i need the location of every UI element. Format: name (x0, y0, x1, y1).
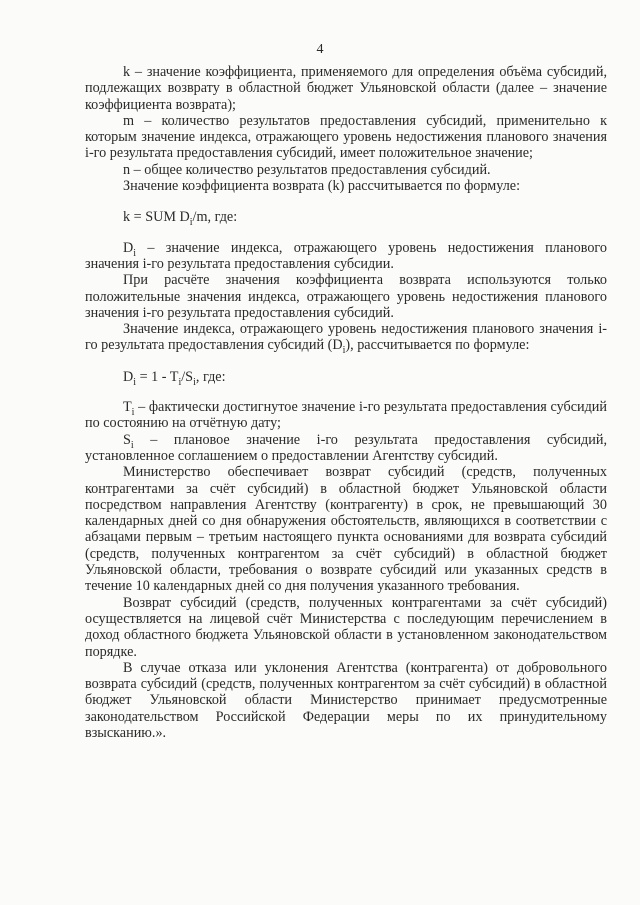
paragraph-return-account: Возврат субсидий (средств, полученных контрагентами за счёт субсидий) осуществляется на лицевой счёт Министерства с последующим перечислением в доход областного бюджета Ульяновской области в установленном законодательством порядке. (85, 594, 607, 660)
paragraph-ti-definition: $T_i$ – фактически достигнутое значение i-го результата предоставления субсидий по состоянию на отчётную дату; (85, 399, 607, 432)
paragraph-k-definition: k – значение коэффициента, применяемого для определения объёма субсидий, подлежащих возврату в областной бюджет Ульяновской области (далее – значение коэффициента возврата); (85, 64, 607, 113)
paragraph-positive-values: При расчёте значения коэффициента возврата используются только положительные значения индекса, отражающего уровень недостижения планового значения i-го результата предоставления субсидий. (85, 272, 607, 321)
formula-k: k = SUM $D_i/m$, где: (123, 209, 238, 229)
page-number: 4 (316, 42, 324, 57)
paragraph-di-formula-intro: Значение индекса, отражающего уровень недостижения планового значения i-го результата предоставления субсидий $(D_i)$, рассчитывается по формуле: (85, 321, 607, 357)
paragraph-k-formula-intro: Значение коэффициента возврата (k) рассчитывается по формуле: (123, 178, 521, 195)
paragraph-refusal: В случае отказа или уклонения Агентства (контрагента) от добровольного возврата субсидий (средств, полученных контрагентом за счёт субсидий) в областной бюджет Ульяновской области Министерство принимает предусмотренные законодательством Российской Федерации меры по их принудительному взысканию.». (85, 659, 607, 741)
paragraph-ministry-return: Министерство обеспечивает возврат субсидий (средств, полученных контрагентами за счёт субсидий) в областной бюджет Ульяновской области посредством направления Агентству (контрагенту) в срок, не превышающий 30 календарных дней со дня обнаружения обстоятельств, являющихся в соответствии с абзацами первым – третьим настоящего пункта основаниями для возврата субсидий (средств, полученных контрагентом за счёт субсидий) в областной бюджет Ульяновской области, требования о возврате субсидий или указанных средств в течение 10 календарных дней со дня получения указанного требования. (85, 464, 607, 595)
paragraph-di-definition: $D_i$ – значение индекса, отражающего уровень недостижения планового значения i-го результата предоставления субсидии. (85, 239, 607, 272)
paragraph-m-definition: m – количество результатов предоставления субсидий, применительно к которым значение индекса, отражающего уровень недостижения планового значения i-го результата предоставления субсидий, имеет положительное значение; (85, 112, 607, 162)
paragraph-si-definition: $S_i$ – плановое значение i-го результата предоставления субсидий, установленное соглашением о предоставлении Агентству субсидий. (85, 431, 607, 464)
formula-di: $D_i = 1 - T_i/S_i$, где: (123, 368, 226, 388)
document-body (85, 64, 607, 741)
paragraph-n-definition: n – общее количество результатов предоставления субсидий. (123, 161, 491, 178)
